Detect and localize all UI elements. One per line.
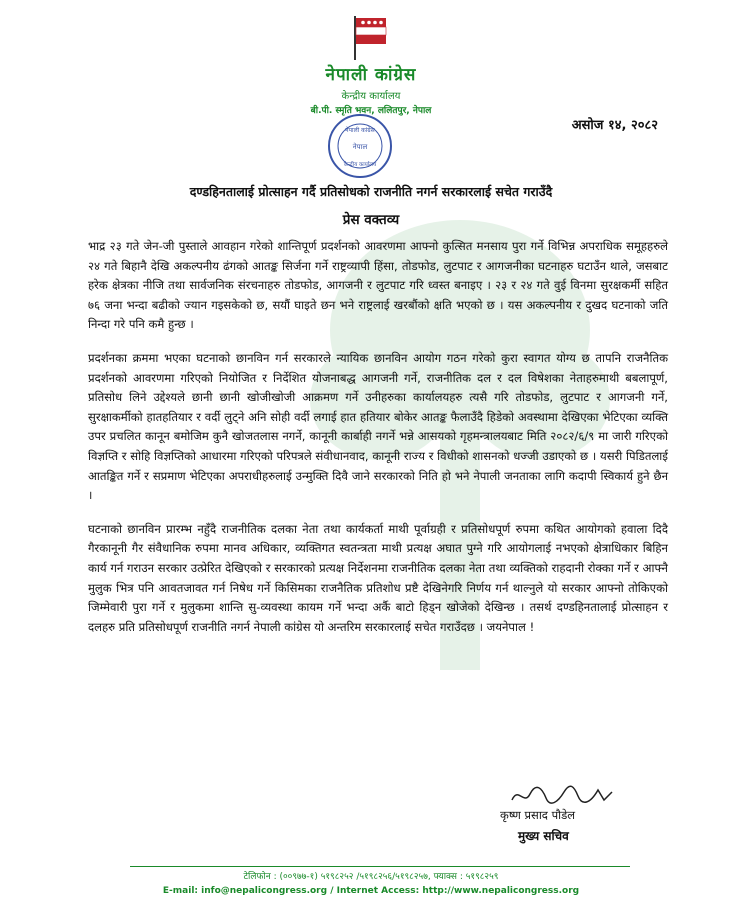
footer-contacts: टेलिफोन : (००९७७-१) ५१९८२५२ /५१९८२५६/५१९८२५७, फ्याक्स : ५१९८२५९ E-mail: info@nepalicongress.org / Internet Access: http://www.nepalicongress.org <box>0 870 742 898</box>
office-address: बी.पी. स्मृति भवन, ललितपुर, नेपाल <box>310 106 432 116</box>
signatory-title: मुख्य सचिव <box>518 829 569 843</box>
signature-block <box>500 782 670 844</box>
paragraph: घटनाको छानविन प्रारम्भ नहुँदै राजनीतिक दलका नेता तथा कार्यकर्ता माथी पूर्वाग्रही र प्रतिसोधपूर्ण रुपमा कथित आयोगको हवाला दिदै गैरकानूनी गैर संवैधानिक रुपमा मानव अधिकार, व्यक्तिगत स्वतन्त्रता माथी प्रत्यक्ष अघात पुग्ने गरि आयोगलाई नभएको क्षेत्राधिकार बिहिन कार्य गर्न गराउन सरकार उत्प्रेरित देखिएको र सरकारको प्रत्यक्ष निर्देशनमा राजनीतिक दलका नेता तथा व्यक्तिको राहदानी रोक्का गर्ने र आफ्नै मुलुक भित्र पनि आवतजावत गर्न निषेध गर्ने किसिमका राजनैतिक प्रतिशोध प्रष्टै देखिनेगरि निर्णय गर्न थाल्नुले यो सरकार आफ्नो तोकिएको जिम्मेवारी पुरा गर्ने र मुलुकमा शान्ति सु-व्यवस्था कायम गर्ने भन्दा अर्कै बाटो हिड्न खोजेको देखिन्छ । तसर्थ दण्डहिनतालाई प्रोत्साहन र दलहरु प्रति प्रतिसोधपूर्ण राजनीति नगर्न नेपाली कांग्रेस यो अन्तरिम सरकारलाई सचेत गराउँदछ । जयनेपाल ! <box>88 521 668 634</box>
footer-divider <box>130 866 630 867</box>
paragraph: भाद्र २३ गते जेन-जी पुस्ताले आवहान गरेको शान्तिपूर्ण प्रदर्शनको आवरणमा आफ्नो कुत्सित मनसाय पुरा गर्ने विभिन्न अपराधिक समूहहरुले २४ गते बिहानै देखि अकल्पनीय ढंगको आतङ्क सिर्जना गर्ने राष्ट्रव्यापी हिंसा, तोडफोड, लुटपाट र आगजनीका घटनाहरु घटाउँन थाले, जसबाट हरेक क्षेत्रका नीजि तथा सार्वजनिक संरचनाहरु तोडफोड, आगजनी र लुटपाट गरि ध्वस्त बनाइए । २३ र २४ गते वुई विनमा सुरक्षकर्मी सहित ७६ जना भन्दा बढीको ज्यान गइसकेको छ, सयौं घाइते छन भने राष्ट्रलाई खरबौंको क्षति भएको छ । यस अकल्पनीय र दुखद घटनाको जति निन्दा गरे पनि कमै हुन्छ । <box>88 239 668 332</box>
email-link[interactable]: info@nepalicongress.org <box>201 886 328 896</box>
footer-phones: टेलिफोन : (००९७७-१) ५१९८२५२ /५१९८२५६/५१९८२५७, फ्याक्स : ५१९८२५९ <box>243 872 499 882</box>
office-name: केन्द्रीय कार्यालय <box>341 91 401 102</box>
official-seal-icon <box>327 113 393 179</box>
letterhead <box>0 14 742 116</box>
email-label: E-mail: <box>162 886 199 896</box>
paragraph: प्रदर्शनका क्रममा भएका घटनाको छानविन गर्न सरकारले न्यायिक छानविन आयोग गठन गरेको कुरा स्वागत योग्य छ तापनि राजनैतिक प्रदर्शनको आवरणमा गरिएको नियोजित र निर्देशित योजनाबद्ध आगजनी गर्ने, राजनीतिक दल र दल विषेशका नेताहरुमाथी बबलापूर्ण, प्रतिसोध लिने उद्देश्यले छानी छानी खोजीखोजी आक्रमण गर्ने उनीहरुका कार्यालयहरु त्यसै गरि तोडफोड, लुटपाट र आगजनी गर्ने, सुरक्षाकर्मीको हातहतियार र वर्दी लुट्ने अनि सोही वर्दी लगाई हात हतियार बोकेर आतङ्क फैलाउँदै हिडेको अवस्थामा देखिएका भेटिएका व्यक्ति उपर प्रचलित कानून बमोजिम कुनै खोजतलास नगर्ने, कानूनी कार्बाही नगर्ने भन्ने आसयको गृहमन्त्रालयबाट मिति २०८२/६/९ मा जारी गरिएको विज्ञप्ति र सोहि विज्ञप्तिको आधारमा गरिएको परिपत्रले संवीधानवाद, कानूनी राज्य र विधीको शासनको धज्जी उडाएको छ । यसरी पिडितलाई आतङ्कित गर्ने र सप्रमाण भेटिएका अपराधीहरुलाई उन्मुक्ति दिवै जाने सरकारको निति हो भने नेपाली जनताका लागि कदापी स्विकार्य हुने छैन । <box>88 350 668 503</box>
press-headline: दण्डहिनतालाई प्रोत्साहन गर्दै प्रतिसोधको राजनीति नगर्न सरकारलाई सचेत गराउँदै <box>189 184 553 199</box>
party-name: नेपाली कांग्रेस <box>325 65 417 85</box>
web-link[interactable]: http://www.nepalicongress.org <box>422 886 580 896</box>
seal-text-bottom: केन्द्रीय कार्यालय <box>343 162 377 168</box>
handwritten-signature-icon <box>508 782 618 808</box>
seal-text-mid: नेपाल <box>352 143 368 151</box>
party-flag-icon <box>349 14 393 60</box>
signatory-name: कृष्ण प्रसाद पौडेल <box>500 808 576 822</box>
seal-text-top: नेपाली कांग्रेस <box>345 127 375 134</box>
web-label: Internet Access: <box>336 886 420 896</box>
document-date: असोज १४, २०८२ <box>571 118 658 133</box>
statement-body <box>88 237 668 651</box>
press-statement-title: प्रेस वक्तव्य <box>342 212 400 228</box>
